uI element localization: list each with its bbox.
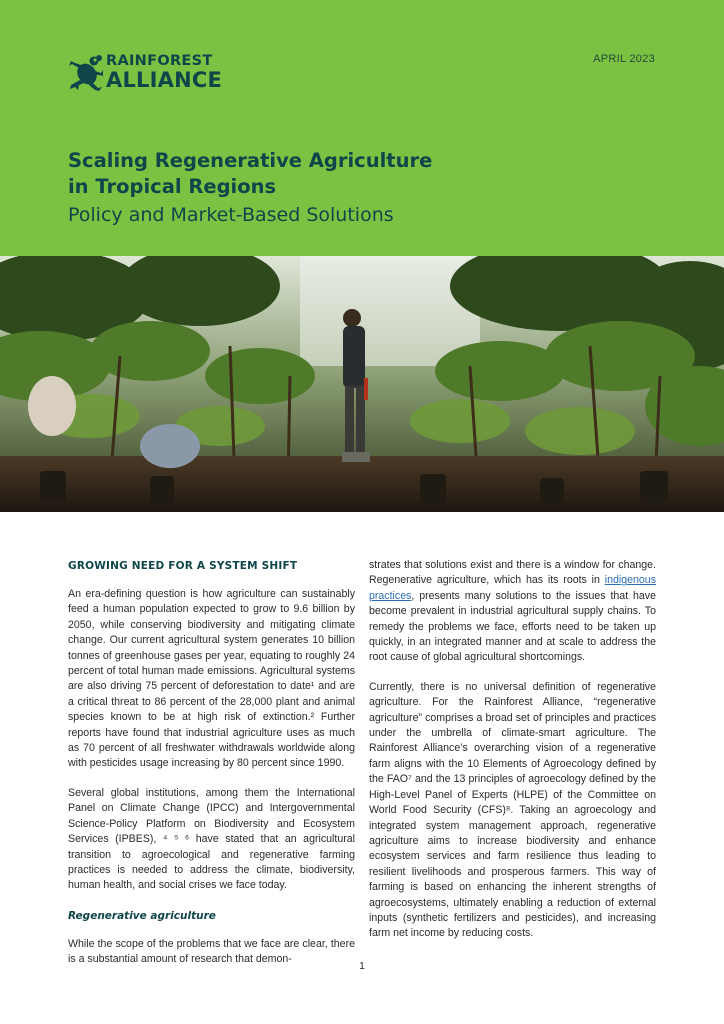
paragraph-solutions-part1: strates that solutions exist and there is a window for change. Regenerative agriculture, which has its roots in — [369, 559, 656, 587]
cover-photo — [0, 256, 724, 512]
paragraph-solutions — [369, 558, 656, 666]
indigenous-practices-link[interactable]: indigenous practices — [369, 574, 656, 602]
title-line-1: Scaling Regenerative Agriculture — [68, 149, 433, 172]
document-subtitle: Policy and Market-Based Solutions — [68, 204, 394, 226]
section-heading: GROWING NEED FOR A SYSTEM SHIFT — [68, 560, 298, 572]
document-title — [68, 148, 432, 200]
page-number: 1 — [359, 961, 365, 972]
subsection-heading: Regenerative agriculture — [68, 909, 216, 922]
frog-icon — [68, 52, 104, 92]
publication-date: APRIL 2023 — [593, 53, 655, 65]
left-column — [68, 558, 355, 982]
right-column — [369, 558, 656, 956]
title-line-2: in Tropical Regions — [68, 175, 277, 198]
logo-line-alliance: ALLIANCE — [106, 67, 223, 92]
paragraph-solutions-part2: , presents many solutions to the issues that have become prevalent in industrial agricultural supply chains. To remedy the problems we face, efforts need to be taken up quickly, in an integrated manner and at scale to address the root cause of global agricultural shortcomings. — [369, 589, 656, 664]
logo-wordmark — [106, 54, 222, 91]
header-banner — [0, 0, 724, 256]
forest-nursery-image — [0, 256, 724, 512]
paragraph-definition: Currently, there is no universal definition of regenerative agriculture. For the Rainforest Alliance, “regenerative agriculture” comprises a broad set of principles and practices under the umbrella of climate-smart agriculture. The Rainforest Alliance’s overarching vision of a regenerative farm aligns with the 10 Elements of Agroecology defined by the FAO⁷ and the 13 principles of agroecology defined by the High-Level Panel of Experts (HLPE) of the Committee on World Food Security (CFS)⁸. Taking an agroecology and integrated system management approach, regenerative agriculture aims to increase biodiversity and enhance ecosystem services and farm resilience thus leading to resilient livelihoods and prosperous farmers. This way of farming is based on enhancing the inherent strengths of agroecosystems, ultimately enabling a reduction of external inputs (synthetic fertilizers and pesticides), and increasing farm net income by reducing costs. — [369, 680, 656, 940]
paragraph-regenerative-start: While the scope of the problems that we face are clear, there is a substantial amount of research that demon- — [68, 937, 355, 966]
paragraph-institutions: Several global institutions, among them the International Panel on Climate Change (IPCC) and Intergovernmental Science-Policy Platform on Biodiversity and Ecosystem Services (IPBES), ⁴ ⁵ ⁶ have stated that an agricultural transition to agroecological and regenerative farming practices is needed to address the climate, biodiversity, human health, and social crises we face today. — [68, 786, 355, 892]
paragraph-intro: An era-defining question is how agriculture can sustainably feed a human population expected to grow to 9.6 billion by 2050, while conserving biodiversity and mitigating climate change. Our current agricultural system generates 10 billion tonnes of greenhouse gases per year, equating to roughly 24 percent of total human made emissions. Agricultural systems are also driving 75 percent of deforestation to date¹ and are a critical threat to 86 percent of the 28,000 plant and animal species known to be at high risk of extinction.² Further reports have found that industrial agriculture uses as much as 70 percent of all freshwater withdrawals worldwide along with pesticides usage increasing by 80 percent since 1990. — [68, 588, 355, 770]
logo-line-rainforest: RAINFOREST — [106, 53, 213, 69]
rainforest-alliance-logo — [68, 52, 223, 96]
